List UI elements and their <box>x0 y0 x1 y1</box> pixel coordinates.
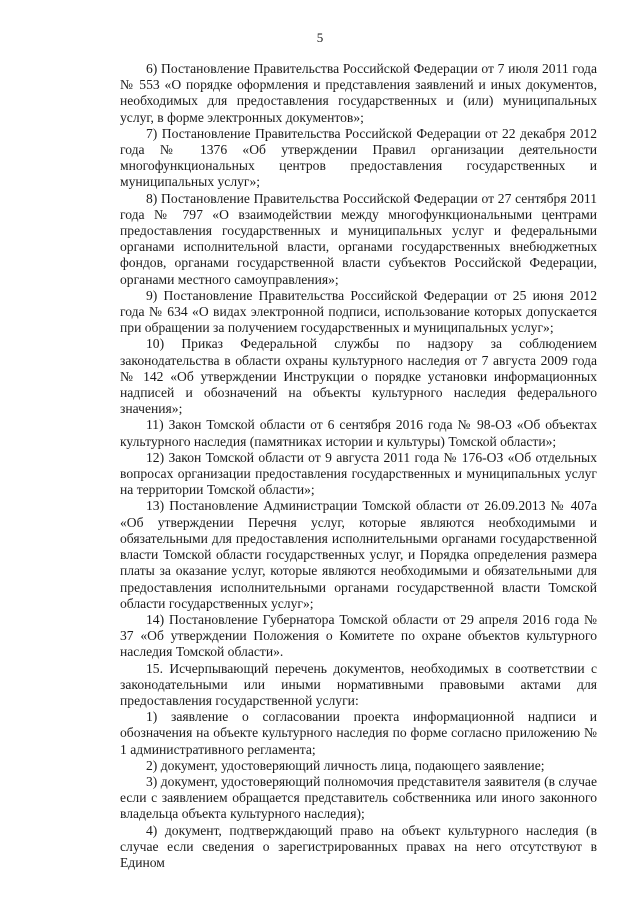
paragraph-item-12: 12) Закон Томской области от 9 августа 2011 года № 176-ОЗ «Об отдельных вопросах организации предоставления государственных и муниципальных услуг на территории Томской области»; <box>120 449 597 498</box>
paragraph-item-10: 10) Приказ Федеральной службы по надзору за соблюдением законодательства в области охраны культурного наследия от 7 августа 2009 года № 142 «Об утверждении Инструкции о порядке установки информационных надписей и обозначений на объекты культурного наследия федерального значения»; <box>120 336 597 417</box>
document-list-item-1: 1) заявление о согласовании проекта информационной надписи и обозначения на объекте культурного наследия по форме согласно приложению № 1 административного регламента; <box>120 709 597 757</box>
paragraph-item-7: 7) Постановление Правительства Российской Федерации от 22 декабря 2012 года № 1376 «Об утверждении Правил организации деятельности многофункциональных центров предоставления государственных и муниципальных услуг»; <box>120 125 597 190</box>
paragraph-item-8: 8) Постановление Правительства Российской Федерации от 27 сентября 2011 года № 797 «О взаимодействии между многофункциональными центрами предоставления государственных и муниципальных услуг и федеральными органами исполнительной власти, органами государственных внебюджетных фондов, органами государственной власти субъектов Российской Федерации, органами местного самоуправления»; <box>120 190 597 287</box>
paragraph-section-15: 15. Исчерпывающий перечень документов, необходимых в соответствии с законодательными или иными нормативными правовыми актами для предоставления государственной услуги: <box>120 660 597 708</box>
document-list-item-3: 3) документ, удостоверяющий полномочия представителя заявителя (в случае если с заявлением обращается представитель собственника или иного законного владельца объекта культурного наследия); <box>120 773 597 822</box>
paragraph-item-11: 11) Закон Томской области от 6 сентября 2016 года № 98-ОЗ «Об объектах культурного наследия (памятниках истории и культуры) Томской области»; <box>120 417 597 449</box>
paragraph-item-13: 13) Постановление Администрации Томской области от 26.09.2013 № 407а «Об утверждении Перечня услуг, которые являются необходимыми и обязательными для предоставления исполнительными органами государственной власти Томской области государственных услуг, и Порядка определения размера платы за оказание услуг, которые являются необходимыми и обязательными для предоставления исполнительными органами государственной власти Томской области государственных услуг»; <box>120 498 597 611</box>
paragraph-item-9: 9) Постановление Правительства Российской Федерации от 25 июня 2012 года № 634 «О видах электронной подписи, использование которых допускается при обращении за получением государственных и муниципальных услуг»; <box>120 287 597 336</box>
paragraph-item-6: 6) Постановление Правительства Российской Федерации от 7 июля 2011 года № 553 «О порядке оформления и представления заявлений и иных документов, необходимых для предоставления государственных и (или) муниципальных услуг, в форме электронных документов»; <box>120 61 597 125</box>
paragraph-item-14: 14) Постановление Губернатора Томской области от 29 апреля 2016 года № 37 «Об утверждении Положения о Комитете по охране объектов культурного наследия Томской области». <box>120 611 597 660</box>
document-list-item-2: 2) документ, удостоверяющий личность лица, подающего заявление; <box>146 757 545 773</box>
page-number: 5 <box>316 30 324 45</box>
document-list-item-4: 4) документ, подтверждающий право на объект культурного наследия (в случае если сведения о зарегистрированных правах на него отсутствуют в Едином <box>120 822 597 870</box>
document-body <box>120 61 597 871</box>
